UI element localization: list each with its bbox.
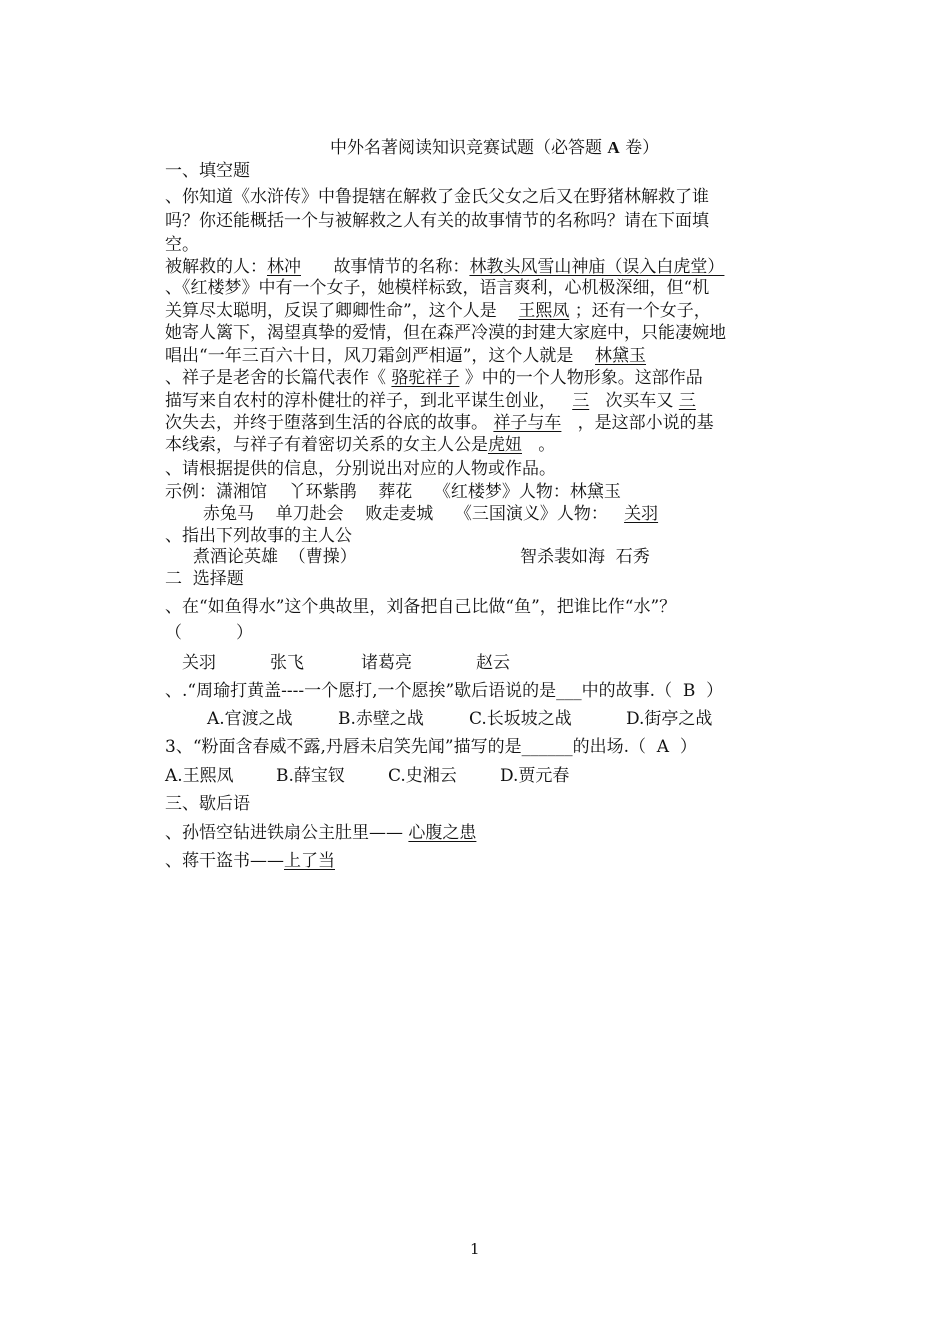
question-text: 3、“粉面含春威不露,丹唇未启笑先闻”描写的是______的出场.（ A ）: [165, 737, 697, 757]
page-title: 中外名著阅读知识竞赛试题（必答题 A 卷）: [330, 138, 660, 158]
answer-blank: 上了当: [284, 851, 335, 871]
option: 张飞: [270, 653, 304, 673]
answer-blank: 祥子与车: [493, 413, 562, 433]
page-number: 1: [470, 1240, 480, 1258]
section-heading-fill-blank: 一、填空题: [165, 161, 250, 181]
answer-blank: 虎妞: [488, 435, 522, 455]
question-text: 唱出“一年三百六十日，风刀霜剑严相逼”，这个人就是 林黛玉: [165, 346, 647, 366]
answer-blank: 林黛玉: [595, 346, 647, 366]
question-text: 、你知道《水浒传》中鲁提辖在解救了金氏父女之后又在野猪林解救了谁: [165, 187, 709, 207]
answer-story: 林教头风雪山神庙（误入白虎堂）: [469, 257, 725, 277]
option: D.贾元春: [500, 766, 570, 786]
answer-blank: 三: [678, 391, 696, 411]
option: 赵云: [476, 653, 510, 673]
question-text: 、祥子是老舍的长篇代表作《 骆驼祥子 》中的一个人物形象。这部作品: [165, 368, 703, 388]
question-text: 本线索，与祥子有着密切关系的女主人公是虎妞 。: [165, 435, 556, 455]
question-text: 赤兔马 单刀赴会 败走麦城 《三国演义》人物： 关羽: [203, 504, 659, 524]
option: 关羽: [182, 653, 216, 673]
option: D.街亭之战: [626, 709, 713, 729]
question-text: 空。: [165, 235, 199, 255]
question-text: 吗？你还能概括一个与被解救之人有关的故事情节的名称吗？请在下面填: [165, 211, 709, 231]
answer-blank: 王熙凤: [518, 301, 570, 321]
section-heading-xiehouyu: 三、歇后语: [165, 794, 250, 814]
answer-blank: 骆驼祥子: [391, 368, 460, 388]
example-line: 示例：潇湘馆 丫环紫鹃 葬花 《红楼梦》人物：林黛玉: [165, 482, 621, 502]
question-text: 、在“如鱼得水”这个典故里，刘备把自己比做“鱼”，把谁比作“水”？: [165, 597, 677, 617]
option: C.长坂坡之战: [469, 709, 572, 729]
question-text: 、蒋干盗书——上了当: [165, 851, 335, 871]
option: A.王熙凤: [165, 766, 234, 786]
answer-line: 被解救的人：林冲 故事情节的名称：林教头风雪山神庙（误入白虎堂）: [165, 257, 725, 277]
question-text: 、孙悟空钻进铁扇公主肚里—— 心腹之患: [165, 823, 477, 843]
answer-blank: 心腹之患: [408, 823, 477, 843]
option: B.薛宝钗: [276, 766, 345, 786]
option: B.赤壁之战: [338, 709, 424, 729]
option: A.官渡之战: [207, 709, 293, 729]
question-text: 次失去，并终于堕落到生活的谷底的故事。 祥子与车 ，是这部小说的基: [165, 413, 714, 433]
question-text: （ ）: [165, 623, 254, 643]
question-text: 她寄人篱下，渴望真挚的爱情，但在森严冷漠的封建大家庭中，只能凄婉地: [165, 323, 726, 343]
option: 诸葛亮: [361, 653, 412, 673]
answer-person: 林冲: [267, 257, 301, 277]
section-heading-choice: 二 选择题: [165, 569, 244, 589]
question-text: 描写来自农村的淳朴健壮的祥子，到北平谋生创业， 三 次买车又 三: [165, 391, 696, 411]
question-text: 、请根据提供的信息，分别说出对应的人物或作品。: [165, 459, 556, 479]
question-text: 、.“周瑜打黄盖----一个愿打,一个愿挨”歇后语说的是___中的故事.（ B ）: [165, 681, 724, 701]
option: C.史湘云: [388, 766, 457, 786]
question-text: 关算尽太聪明，反误了卿卿性命”，这个人是 王熙凤 ；还有一个女子，: [165, 301, 711, 321]
list-item: 智杀裴如海 石秀: [520, 547, 650, 567]
answer-blank: 三: [572, 391, 590, 411]
question-text: 、《红楼梦》中有一个女子，她模样标致，语言爽利，心机极深细，但“机: [165, 278, 710, 298]
list-item: 煮酒论英雄 （曹操）: [193, 547, 357, 567]
answer-blank: 关羽: [624, 504, 659, 524]
question-text: 、指出下列故事的主人公: [165, 526, 352, 546]
